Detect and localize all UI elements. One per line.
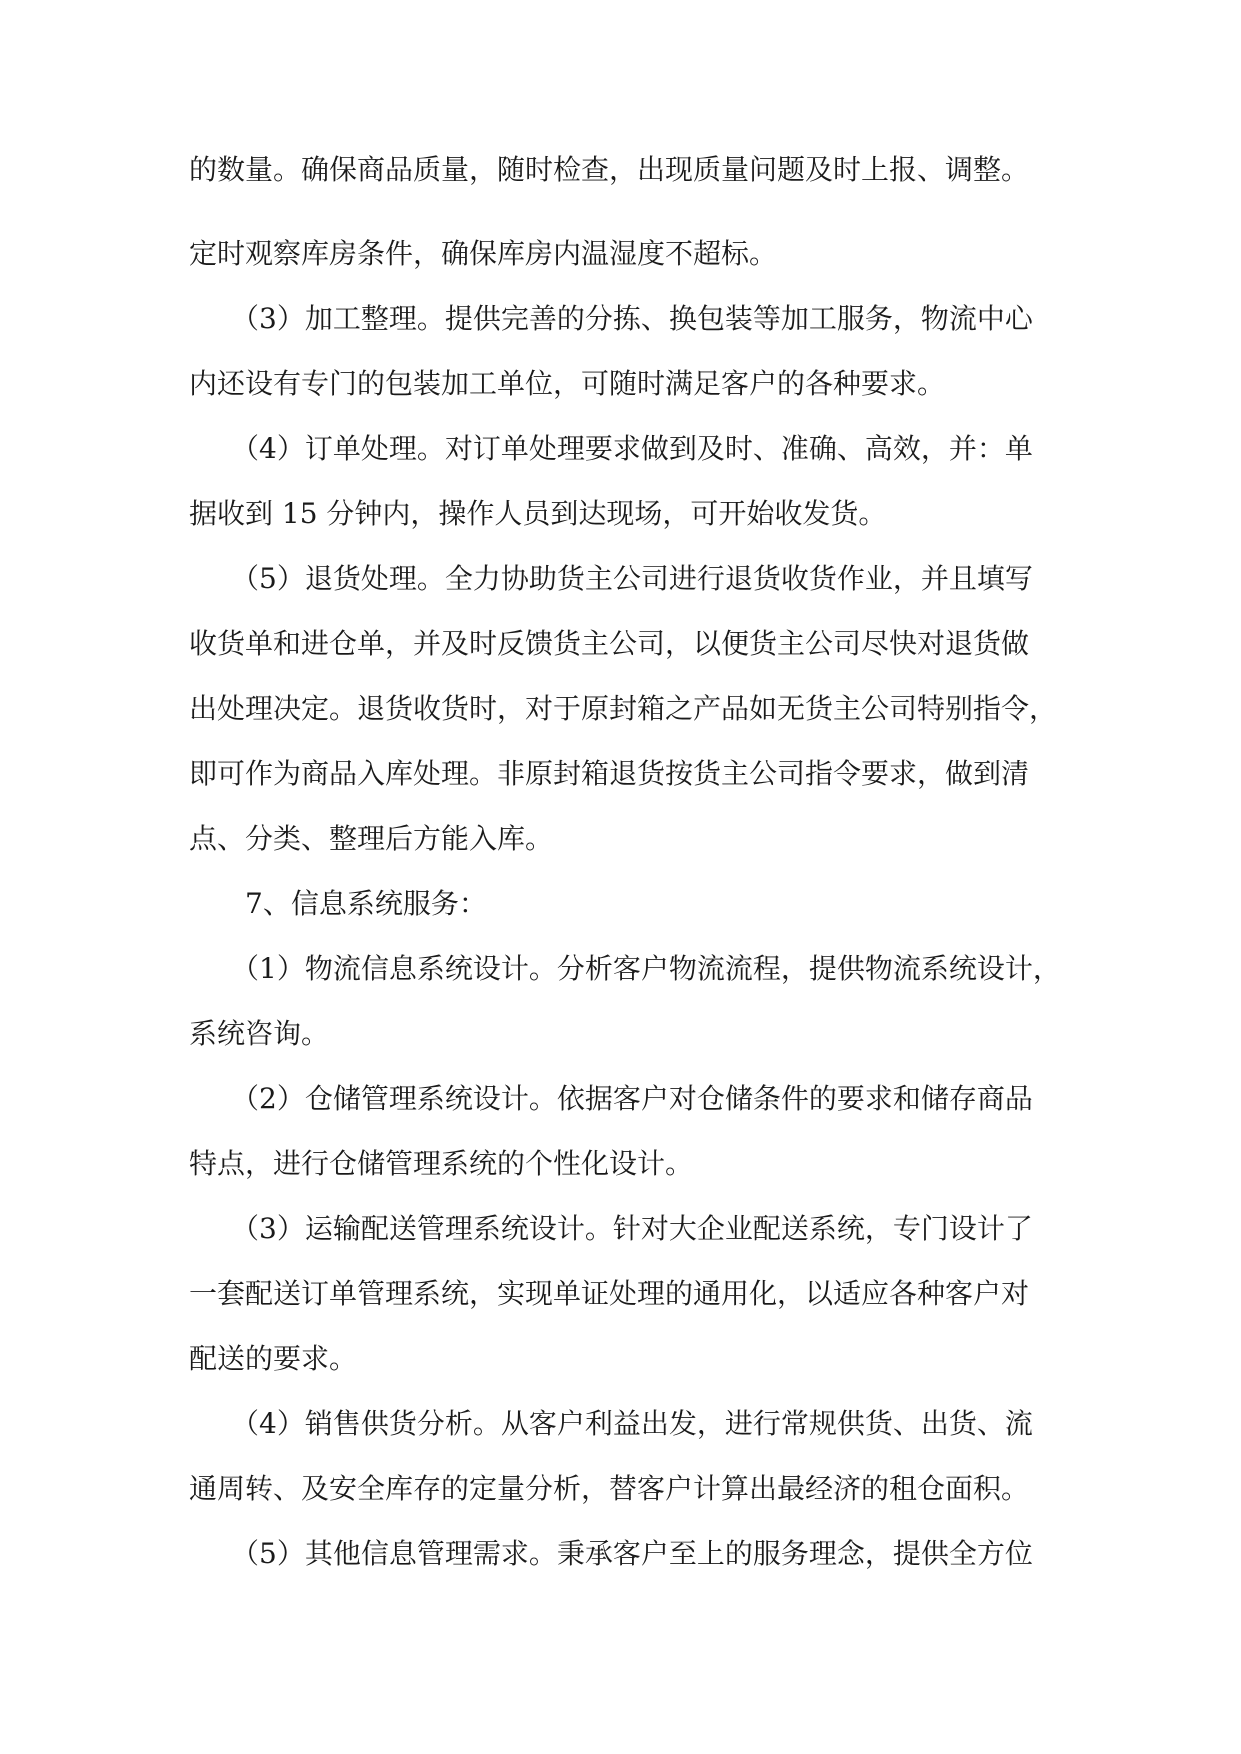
text-line: 定时观察库房条件，确保库房内温湿度不超标。 (189, 237, 778, 270)
text-line: （4）销售供货分析。从客户利益出发，进行常规供货、出货、流 (189, 1407, 1033, 1440)
text-line: 内还设有专门的包装加工单位，可随时满足客户的各种要求。 (189, 367, 946, 400)
text-line: 收货单和进仓单，并及时反馈货主公司，以便货主公司尽快对退货做 (189, 627, 1030, 660)
text-line: 的数量。确保商品质量，随时检查，出现质量问题及时上报、调整。 (189, 153, 1030, 186)
text-line: 据收到 15 分钟内，操作人员到达现场，可开始收发货。 (189, 497, 887, 530)
text-line: （5）退货处理。全力协助货主公司进行退货收货作业，并且填写 (189, 562, 1033, 595)
text-line: 点、分类、整理后方能入库。 (189, 822, 554, 855)
text-line: （2）仓储管理系统设计。依据客户对仓储条件的要求和储存商品 (189, 1082, 1033, 1115)
text-line: 特点，进行仓储管理系统的个性化设计。 (189, 1147, 694, 1180)
section-heading: 7、信息系统服务： (189, 887, 487, 920)
text-line: 配送的要求。 (189, 1342, 358, 1375)
text-line: 通周转、及安全库存的定量分析，替客户计算出最经济的租仓面积。 (189, 1472, 1030, 1505)
text-line: （3）加工整理。提供完善的分拣、换包装等加工服务，物流中心 (189, 302, 1033, 335)
text-line: （4）订单处理。对订单处理要求做到及时、准确、高效，并：单 (189, 432, 1033, 465)
text-line: 一套配送订单管理系统，实现单证处理的通用化，以适应各种客户对 (189, 1277, 1030, 1310)
text-line: 系统咨询。 (189, 1017, 330, 1050)
text-line: （3）运输配送管理系统设计。针对大企业配送系统，专门设计了 (189, 1212, 1033, 1245)
text-line: （5）其他信息管理需求。秉承客户至上的服务理念，提供全方位 (189, 1537, 1033, 1570)
text-line: 即可作为商品入库处理。非原封箱退货按货主公司指令要求，做到清 (189, 757, 1030, 790)
text-line: 出处理决定。退货收货时，对于原封箱之产品如无货主公司特别指令， (189, 692, 1058, 725)
body-text (189, 153, 1061, 1586)
text-line: （1）物流信息系统设计。分析客户物流流程，提供物流系统设计， (189, 952, 1061, 985)
